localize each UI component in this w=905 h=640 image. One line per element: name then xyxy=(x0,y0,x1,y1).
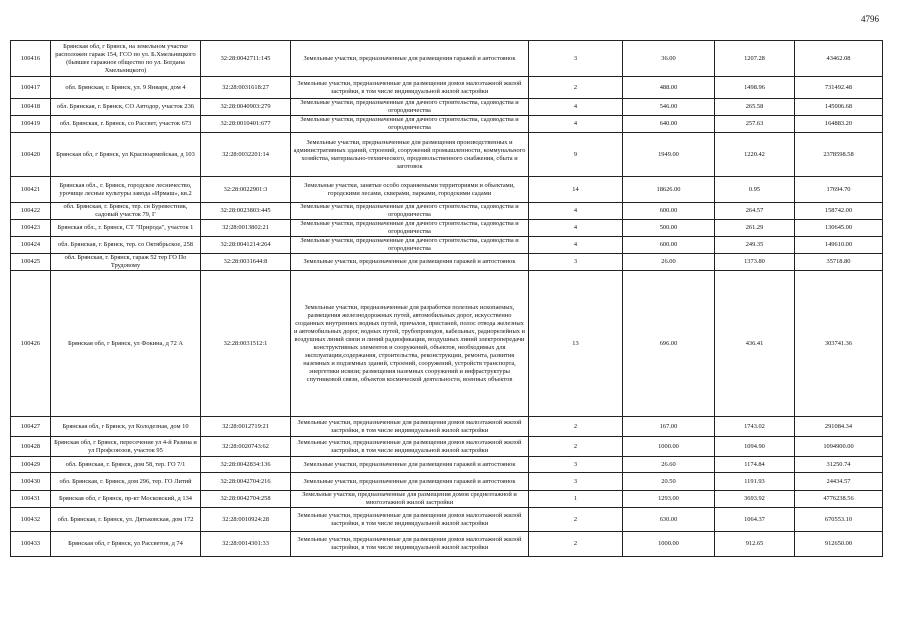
table-row xyxy=(11,491,883,508)
area-cell: 546.00 xyxy=(623,99,715,116)
group-number-cell: 3 xyxy=(529,41,623,77)
area-cell: 640.00 xyxy=(623,116,715,133)
cadastral-number-cell: 32:28:0014301:33 xyxy=(201,532,291,557)
address-cell: обл. Брянская, г. Брянск, дом 58, тер. ГО 7/1 xyxy=(51,457,201,473)
specific-value-cell: 1064.37 xyxy=(715,508,795,532)
row-id-cell: 100429 xyxy=(11,457,51,473)
cadastral-number-cell: 32:28:0023803:445 xyxy=(201,203,291,220)
specific-value-cell: 1373.80 xyxy=(715,254,795,271)
row-id-cell: 100420 xyxy=(11,133,51,177)
group-number-cell: 13 xyxy=(529,271,623,417)
cadastral-value-cell: 158742.00 xyxy=(795,203,883,220)
row-id-cell: 100422 xyxy=(11,203,51,220)
address-cell: Брянская обл, г Брянск, пересечение ул 4-й Разина и ул Профсоюзов, участок 95 xyxy=(51,437,201,457)
group-number-cell: 2 xyxy=(529,532,623,557)
cadastral-number-cell: 32:28:0010401:677 xyxy=(201,116,291,133)
group-number-cell: 4 xyxy=(529,203,623,220)
area-cell: 26.60 xyxy=(623,457,715,473)
specific-value-cell: 0.95 xyxy=(715,177,795,203)
specific-value-cell: 1094.90 xyxy=(715,437,795,457)
address-cell: обл. Брянская, г. Брянск, тер. со Октябрьское, 258 xyxy=(51,237,201,254)
specific-value-cell: 261.29 xyxy=(715,220,795,237)
table-row xyxy=(11,220,883,237)
cadastral-value-cell: 35718.80 xyxy=(795,254,883,271)
table-body xyxy=(11,41,883,557)
area-cell: 1949.00 xyxy=(623,133,715,177)
cadastral-value-cell: 17694.70 xyxy=(795,177,883,203)
group-number-cell: 4 xyxy=(529,237,623,254)
row-id-cell: 100418 xyxy=(11,99,51,116)
cadastral-value-cell: 4776238.56 xyxy=(795,491,883,508)
land-use-purpose-cell: Земельные участки, предназначенные для размещения производственных и административных зданий, строений, сооружений промышленности, коммунального хозяйства, материально-технического, продовольственного снабжения, сбыта и заготовок xyxy=(291,133,529,177)
cadastral-value-cell: 2378598.58 xyxy=(795,133,883,177)
row-id-cell: 100421 xyxy=(11,177,51,203)
cadastral-number-cell: 32:28:0042834:136 xyxy=(201,457,291,473)
cadastral-value-cell: 130645.00 xyxy=(795,220,883,237)
address-cell: Брянская обл., г. Брянск, СТ "Природа", участок 1 xyxy=(51,220,201,237)
area-cell: 1293.00 xyxy=(623,491,715,508)
specific-value-cell: 1743.02 xyxy=(715,417,795,437)
row-id-cell: 100431 xyxy=(11,491,51,508)
group-number-cell: 1 xyxy=(529,491,623,508)
table-row xyxy=(11,77,883,99)
cadastral-number-cell: 32:28:0042711:145 xyxy=(201,41,291,77)
cadastral-number-cell: 32:28:0031512:1 xyxy=(201,271,291,417)
specific-value-cell: 249.35 xyxy=(715,237,795,254)
land-use-purpose-cell: Земельные участки, предназначенные для размещения домов малоэтажной жилой застройки, в том числе индивидуальной жилой застройки xyxy=(291,77,529,99)
cadastral-number-cell: 32:28:0032201:14 xyxy=(201,133,291,177)
land-use-purpose-cell: Земельные участки, предназначенные для дачного строительства, садоводства и огородничества xyxy=(291,203,529,220)
cadastral-value-cell: 145006.68 xyxy=(795,99,883,116)
land-use-purpose-cell: Земельные участки, предназначенные для разработки полезных ископаемых, размещения железнодорожных путей, автомобильных дорог, искусственно созданных внутренних водных путей, причалов, пристаней, полос отвода железных и автомобильных дорог, водных путей, трубопроводов, кабельных, радиорелейных и воздушных линий связи и линий радиофикации, воздушных линий электропередачи конструктивных элементов и сооружений, объектов, необходимых для эксплуатации,содержания, строительства, реконструкции, ремонта, развития наземных и подземных зданий, строений, сооружений, устройств транспорта, энергетики исвязи; размещения наземных сооружений и инфраструктуры спутниковой связи, объектов космической деятельности, военных объектов xyxy=(291,271,529,417)
area-cell: 600.00 xyxy=(623,203,715,220)
row-id-cell: 100424 xyxy=(11,237,51,254)
land-use-purpose-cell: Земельные участки, предназначенные для размещения домов малоэтажной жилой застройки, в том числе индивидуальной жилой застройки xyxy=(291,508,529,532)
table-row xyxy=(11,254,883,271)
address-cell: обл. Брянская, г. Брянск, гараж 52 тер ГО По Трудовому xyxy=(51,254,201,271)
cadastral-number-cell: 32:28:0010924:28 xyxy=(201,508,291,532)
specific-value-cell: 1174.84 xyxy=(715,457,795,473)
group-number-cell: 4 xyxy=(529,116,623,133)
table-row xyxy=(11,203,883,220)
cadastral-number-cell: 32:28:0042704:216 xyxy=(201,473,291,491)
specific-value-cell: 1207.28 xyxy=(715,41,795,77)
land-use-purpose-cell: Земельные участки, предназначенные для размещения домов малоэтажной жилой застройки, в том числе индивидуальной жилой застройки xyxy=(291,532,529,557)
land-use-purpose-cell: Земельные участки, занятые особо охраняемыми территориями и объектами, городскими лесами, скверами, парками, городскими садами xyxy=(291,177,529,203)
cadastral-number-cell: 32:28:0031644:8 xyxy=(201,254,291,271)
row-id-cell: 100419 xyxy=(11,116,51,133)
cadastral-number-cell: 32:28:0031618:27 xyxy=(201,77,291,99)
row-id-cell: 100427 xyxy=(11,417,51,437)
group-number-cell: 4 xyxy=(529,220,623,237)
address-cell: обл. Брянская, г. Брянск, со Рассвет, участок 673 xyxy=(51,116,201,133)
table-row xyxy=(11,237,883,254)
row-id-cell: 100428 xyxy=(11,437,51,457)
cadastral-value-cell: 43462.08 xyxy=(795,41,883,77)
area-cell: 20.50 xyxy=(623,473,715,491)
row-id-cell: 100417 xyxy=(11,77,51,99)
table-row xyxy=(11,457,883,473)
address-cell: обл. Брянская, г. Брянск, ул. Дятьковская, дом 172 xyxy=(51,508,201,532)
area-cell: 488.00 xyxy=(623,77,715,99)
cadastral-value-cell: 291084.34 xyxy=(795,417,883,437)
area-cell: 18626.00 xyxy=(623,177,715,203)
address-cell: обл. Брянская, г. Брянск, СО Автодор, участок 236 xyxy=(51,99,201,116)
group-number-cell: 3 xyxy=(529,457,623,473)
group-number-cell: 2 xyxy=(529,77,623,99)
table-row xyxy=(11,437,883,457)
group-number-cell: 3 xyxy=(529,254,623,271)
cadastral-number-cell: 32:28:0042704:258 xyxy=(201,491,291,508)
row-id-cell: 100425 xyxy=(11,254,51,271)
land-use-purpose-cell: Земельные участки, предназначенные для размещения домов малоэтажной жилой застройки, в том числе индивидуальной жилой застройки xyxy=(291,417,529,437)
page-number: 4796 xyxy=(861,14,879,24)
land-use-purpose-cell: Земельные участки, предназначенные для дачного строительства, садоводства и огородничества xyxy=(291,99,529,116)
area-cell: 36.00 xyxy=(623,41,715,77)
cadastral-value-cell: 31250.74 xyxy=(795,457,883,473)
table-row xyxy=(11,177,883,203)
cadastral-value-cell: 24434.57 xyxy=(795,473,883,491)
table-row xyxy=(11,417,883,437)
specific-value-cell: 257.63 xyxy=(715,116,795,133)
group-number-cell: 14 xyxy=(529,177,623,203)
cadastral-number-cell: 32:28:0012719:21 xyxy=(201,417,291,437)
land-use-purpose-cell: Земельные участки, предназначенные для размещения гаражей и автостоянок xyxy=(291,457,529,473)
cadastral-number-cell: 32:28:0040903:279 xyxy=(201,99,291,116)
address-cell: Брянская обл, г Брянск, ул Колодезная, дом 10 xyxy=(51,417,201,437)
row-id-cell: 100416 xyxy=(11,41,51,77)
area-cell: 1000.00 xyxy=(623,532,715,557)
specific-value-cell: 264.57 xyxy=(715,203,795,220)
land-use-purpose-cell: Земельные участки, предназначенные для размещения гаражей и автостоянок xyxy=(291,41,529,77)
cadastral-value-cell: 912650.00 xyxy=(795,532,883,557)
area-cell: 26.00 xyxy=(623,254,715,271)
specific-value-cell: 265.58 xyxy=(715,99,795,116)
cadastral-value-cell: 1094900.00 xyxy=(795,437,883,457)
area-cell: 167.00 xyxy=(623,417,715,437)
cadastral-number-cell: 32:28:0041214:264 xyxy=(201,237,291,254)
address-cell: Брянская обл., г. Брянск, городское лесничество, урочище лесные культуры завода «Ирмаш», кв.2 xyxy=(51,177,201,203)
table-row xyxy=(11,532,883,557)
row-id-cell: 100433 xyxy=(11,532,51,557)
table-row xyxy=(11,116,883,133)
address-cell: Брянская обл, г Брянск, на земельном участке расположен гараж 154, ГСО по ул. Б.Хмельницкого (бывшее гаражное общество по ул. Богдана Хмельницкого) xyxy=(51,41,201,77)
address-cell: обл. Брянская, г. Брянск, тер. сн Буревестник, садовый участок 79, Г xyxy=(51,203,201,220)
table-row xyxy=(11,473,883,491)
specific-value-cell: 3693.92 xyxy=(715,491,795,508)
area-cell: 600.00 xyxy=(623,237,715,254)
cadastral-number-cell: 32:28:0013802:21 xyxy=(201,220,291,237)
land-use-purpose-cell: Земельные участки, предназначенные для размещения домов среднеэтажной и многоэтажной жилой застройки xyxy=(291,491,529,508)
cadastral-value-cell: 303741.36 xyxy=(795,271,883,417)
table-row xyxy=(11,271,883,417)
cadastral-value-cell: 149610.00 xyxy=(795,237,883,254)
table-row xyxy=(11,41,883,77)
row-id-cell: 100432 xyxy=(11,508,51,532)
group-number-cell: 9 xyxy=(529,133,623,177)
address-cell: Брянская обл, г Брянск, ул Рассветов, д 74 xyxy=(51,532,201,557)
area-cell: 630.00 xyxy=(623,508,715,532)
cadastral-value-cell: 670553.10 xyxy=(795,508,883,532)
area-cell: 1000.00 xyxy=(623,437,715,457)
cadastral-value-cell: 731492.48 xyxy=(795,77,883,99)
group-number-cell: 2 xyxy=(529,508,623,532)
area-cell: 696.00 xyxy=(623,271,715,417)
cadastral-number-cell: 32:28:0020743:62 xyxy=(201,437,291,457)
cadastral-valuation-table xyxy=(10,40,883,557)
land-use-purpose-cell: Земельные участки, предназначенные для размещения гаражей и автостоянок xyxy=(291,254,529,271)
specific-value-cell: 436.41 xyxy=(715,271,795,417)
group-number-cell: 4 xyxy=(529,99,623,116)
row-id-cell: 100426 xyxy=(11,271,51,417)
address-cell: обл. Брянская, г. Брянск, ул. 9 Января, дом 4 xyxy=(51,77,201,99)
group-number-cell: 2 xyxy=(529,417,623,437)
cadastral-number-cell: 32:28:0022901:3 xyxy=(201,177,291,203)
table-row xyxy=(11,133,883,177)
address-cell: обл. Брянская, г. Брянск, дом 296, тер. ГО Литий xyxy=(51,473,201,491)
address-cell: Брянская обл, г Брянск, пр-кт Московский, д 134 xyxy=(51,491,201,508)
address-cell: Брянская обл, г Брянск, ул Красноармейская, д 103 xyxy=(51,133,201,177)
area-cell: 500.00 xyxy=(623,220,715,237)
land-use-purpose-cell: Земельные участки, предназначенные для размещения домов малоэтажной жилой застройки, в том числе индивидуальной жилой застройки xyxy=(291,437,529,457)
group-number-cell: 2 xyxy=(529,437,623,457)
row-id-cell: 100430 xyxy=(11,473,51,491)
land-use-purpose-cell: Земельные участки, предназначенные для размещения гаражей и автостоянок xyxy=(291,473,529,491)
address-cell: Брянская обл, г Брянск, ул Фокина, д 72 А xyxy=(51,271,201,417)
land-use-purpose-cell: Земельные участки, предназначенные для дачного строительства, садоводства и огородничества xyxy=(291,220,529,237)
specific-value-cell: 912.65 xyxy=(715,532,795,557)
table-row xyxy=(11,508,883,532)
table-row xyxy=(11,99,883,116)
cadastral-value-cell: 164883.20 xyxy=(795,116,883,133)
land-use-purpose-cell: Земельные участки, предназначенные для дачного строительства, садоводства и огородничества xyxy=(291,237,529,254)
specific-value-cell: 1191.93 xyxy=(715,473,795,491)
group-number-cell: 3 xyxy=(529,473,623,491)
land-use-purpose-cell: Земельные участки, предназначенные для дачного строительства, садоводства и огородничества xyxy=(291,116,529,133)
specific-value-cell: 1220.42 xyxy=(715,133,795,177)
row-id-cell: 100423 xyxy=(11,220,51,237)
specific-value-cell: 1498.96 xyxy=(715,77,795,99)
